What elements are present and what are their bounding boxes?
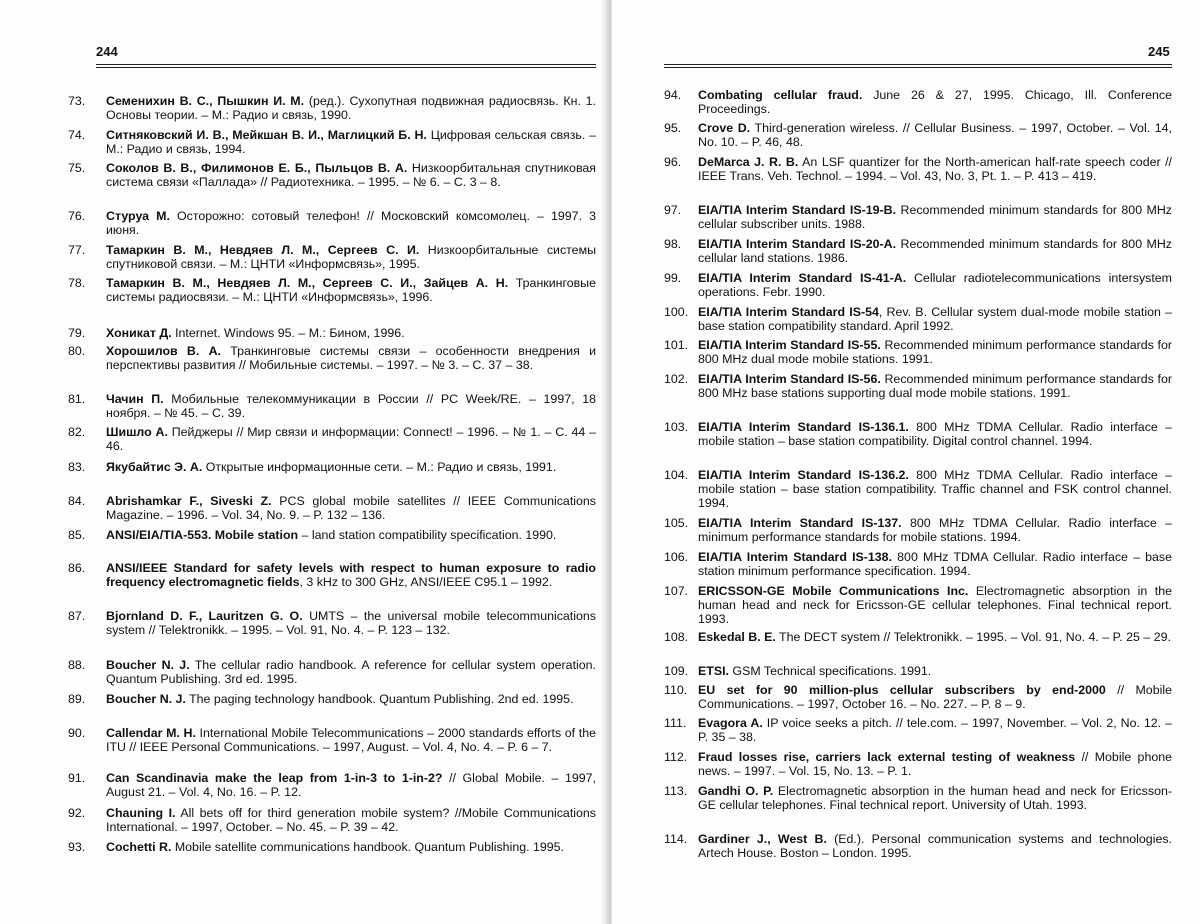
entry-details: PCS global mobile satellites // IEEE Communications Magazine. – 1996. – Vol. 34, No. 9. – P. 132 – 136. — [106, 494, 596, 522]
entry-details: Осторожно: сотовый телефон! // Московский комсомолец. – 1997. 3 июня. — [106, 209, 596, 237]
entry-number: 107. — [664, 584, 689, 598]
entry-number: 110. — [664, 683, 688, 697]
entry-author: EIA/TIA Interim Standard IS-54 — [698, 305, 879, 319]
entry-number: 114. — [664, 832, 688, 846]
left-header-rule — [96, 64, 596, 68]
entry-number: 76. — [68, 209, 86, 223]
entry-text — [698, 372, 1172, 400]
entry-text — [698, 630, 1172, 644]
bibliography-entry — [664, 784, 1172, 812]
bibliography-entry — [68, 128, 596, 156]
bibliography-entry — [68, 561, 596, 589]
bibliography-entry — [68, 161, 596, 189]
entry-author: Combating cellular fraud. — [698, 88, 863, 102]
entry-number: 102. — [664, 372, 689, 386]
entry-number: 95. — [664, 121, 682, 135]
entry-details: 800 MHz TDMA Cellular. Radio interface – mobile station – base station compatibility. Digital control channel. 1994. — [698, 420, 1173, 448]
entry-author: EIA/TIA Interim Standard IS-137. — [698, 516, 902, 530]
bibliography-entry — [664, 683, 1172, 711]
entry-details: – land station compatibility specification. 1990. — [298, 528, 557, 542]
entry-number: 97. — [664, 203, 682, 217]
entry-text — [698, 716, 1172, 744]
entry-details: Recommended minimum performance standards for 800 MHz base stations supporting dual mode mobile stations. 1991. — [698, 372, 1173, 400]
entry-text — [106, 161, 596, 189]
entry-text — [698, 832, 1172, 860]
entry-details: 800 MHz TDMA Cellular. Radio interface – base station minimum performance specification. 1994. — [698, 550, 1172, 578]
entry-author: ETSI. — [698, 664, 729, 678]
bibliography-entry — [68, 460, 596, 474]
entry-details: The paging technology handbook. Quantum Publishing. 2nd ed. 1995. — [185, 692, 574, 706]
entry-author: Eskedal B. E. — [698, 630, 776, 644]
entry-text — [106, 209, 596, 237]
entry-text — [698, 271, 1172, 299]
entry-details: Транкинговые системы радиосвязи. – М.: ЦНТИ «Информсвязь», 1996. — [106, 276, 596, 304]
entry-number: 93. — [68, 840, 86, 854]
entry-text — [106, 344, 596, 372]
entry-author: Тамаркин В. М., Невдяев Л. М., Сергеев С. И. — [106, 243, 420, 257]
entry-author: Evagora A. — [698, 716, 763, 730]
entry-number: 78. — [68, 276, 86, 290]
entry-author: Bjornland D. F., Lauritzen G. O. — [106, 609, 303, 623]
entry-details: Electromagnetic absorption in the human head and neck for Ericsson-GE cellular telephones. Final technical report. 1993. — [698, 584, 1172, 626]
entry-text — [106, 528, 596, 542]
bibliography-entry — [664, 155, 1172, 183]
entry-number: 82. — [68, 425, 86, 439]
entry-author: Семенихин В. С., Пышкин И. М. — [106, 94, 305, 108]
bibliography-entry — [68, 726, 596, 754]
bibliography-entry — [664, 516, 1172, 544]
entry-number: 111. — [664, 716, 687, 730]
entry-number: 104. — [664, 468, 689, 482]
bibliography-entry — [664, 664, 1172, 678]
entry-details: UMTS – the universal mobile telecommunications system // Telektronikk. – 1995. – Vol. 91, No. 4. – P. 123 – 132. — [106, 609, 596, 637]
entry-details: Mobile satellite communications handbook. Quantum Publishing. 1995. — [171, 840, 565, 854]
entry-author: EIA/TIA Interim Standard IS-41-A. — [698, 271, 907, 285]
entry-details: Third-generation wireless. // Cellular Business. – 1997, October. – Vol. 14, No. 10. – P. 46, 48. — [698, 121, 1172, 149]
bibliography-entry — [664, 88, 1172, 116]
entry-text — [106, 94, 596, 122]
entry-author: Хорошилов В. А. — [106, 344, 221, 358]
entry-details: Низкоорбитальные системы спутниковой связи. – М.: ЦНТИ «Информсвязь», 1995. — [106, 243, 596, 271]
bibliography-entry — [664, 550, 1172, 578]
entry-details: // Mobile phone news. – 1997. – Vol. 15, No. 13. – P. 1. — [698, 750, 1173, 778]
entry-details: // Global Mobile. – 1997, August 21. – Vol. 4, No. 16. – P. 12. — [106, 771, 596, 799]
bibliography-entry — [68, 94, 596, 122]
entry-number: 113. — [664, 784, 688, 798]
bibliography-entry — [664, 716, 1172, 744]
entry-number: 90. — [68, 726, 86, 740]
entry-author: EIA/TIA Interim Standard IS-20-A. — [698, 237, 897, 251]
entry-author: Callendar M. H. — [106, 726, 196, 740]
entry-author: EIA/TIA Interim Standard IS-55. — [698, 338, 881, 352]
entry-details: Recommended minimum standards for 800 MHz cellular land stations. 1986. — [698, 237, 1172, 265]
bibliography-entry — [68, 276, 596, 304]
entry-number: 84. — [68, 494, 86, 508]
entry-text — [698, 121, 1172, 149]
bibliography-entry — [68, 840, 596, 854]
entry-text — [698, 584, 1172, 626]
entry-details: Низкоорбитальная спутниковая система связи «Паллада» // Радиотехника. – 1995. – № 6. – С. 3 – 8. — [106, 161, 596, 189]
bibliography-entry — [664, 305, 1172, 333]
bibliography-entry — [68, 771, 596, 799]
bibliography-entry — [68, 494, 596, 522]
entry-text — [106, 726, 596, 754]
entry-author: Cochetti R. — [106, 840, 172, 854]
entry-author: Gandhi O. P. — [698, 784, 774, 798]
entry-number: 108. — [664, 630, 689, 644]
entry-text — [698, 683, 1172, 711]
entry-author: Crove D. — [698, 121, 751, 135]
entry-author: Chauning I. — [106, 806, 176, 820]
entry-details: Открытые информационные сети. – М.: Радио и связь, 1991. — [202, 460, 557, 474]
entry-author: Gardiner J., West B. — [698, 832, 827, 846]
entry-details: GSM Technical specifications. 1991. — [728, 664, 932, 678]
bibliography-entry — [664, 237, 1172, 265]
entry-author: EIA/TIA Interim Standard IS-56. — [698, 372, 881, 386]
entry-details: Recommended minimum standards for 800 MHz cellular subscriber units. 1988. — [698, 203, 1172, 231]
bibliography-entry — [68, 692, 596, 706]
entry-author: Can Scandinavia make the leap from 1-in-3 to 1-in-2? — [106, 771, 443, 785]
entry-number: 85. — [68, 528, 86, 542]
right-page — [612, 0, 1200, 924]
bibliography-entry — [664, 832, 1172, 860]
bibliography-entry — [68, 658, 596, 686]
bibliography-entry — [664, 468, 1172, 510]
entry-number: 79. — [68, 326, 86, 340]
entry-details: An LSF quantizer for the North-american half-rate speech coder // IEEE Trans. Veh. Technol. – 1994. – Vol. 43, No. 3, Pt. 1. – P. 413 – 419. — [698, 155, 1173, 183]
entry-details: The DECT system // Telektronikk. – 1995. – Vol. 91, No. 4. – P. 25 – 29. — [775, 630, 1171, 644]
entry-text — [106, 425, 596, 453]
entry-text — [106, 771, 596, 799]
entry-number: 92. — [68, 806, 86, 820]
entry-text — [106, 806, 596, 834]
entry-text — [106, 460, 596, 474]
entry-details: All bets off for third generation mobile system? //Mobile Communications International. – 1997, October. – No. 45. – P. 39 – 42. — [106, 806, 596, 834]
entry-number: 80. — [68, 344, 86, 358]
entry-details: Транкинговые системы связи – особенности внедрения и перспективы развития // Мобильные системы. – 1997. – № 3. – С. 37 – 38. — [106, 344, 596, 372]
entry-author: Чачин П. — [106, 392, 164, 406]
entry-details: , Rev. B. Cellular system dual-mode mobile station – base station compatibility standard. April 1992. — [698, 305, 1172, 333]
entry-details: International Mobile Telecommunications – 2000 standards efforts of the ITU // IEEE Personal Communications. – 1997, August. – Vol. 4, No. 4. – P. 6 – 7. — [106, 726, 596, 754]
entry-number: 77. — [68, 243, 86, 257]
right-header-rule — [664, 64, 1172, 68]
entry-text — [106, 128, 596, 156]
bibliography-entry — [664, 584, 1172, 626]
bibliography-entry — [68, 392, 596, 420]
entry-text — [106, 692, 596, 706]
entry-number: 106. — [664, 550, 689, 564]
entry-author: Соколов В. В., Филимонов Е. Б., Пыльцов В. А. — [106, 161, 408, 175]
entry-author: Шишло А. — [106, 425, 168, 439]
entry-author: Boucher N. J. — [106, 692, 186, 706]
entry-text — [106, 326, 596, 340]
entry-author: Ситняковский И. В., Мейкшан В. И., Маглицкий Б. Н. — [106, 128, 427, 142]
bibliography-entry — [68, 528, 596, 542]
entry-author: Abrishamkar F., Siveski Z. — [106, 494, 272, 508]
entry-details: (Ed.). Personal communication systems and technologies. Artech House. Boston – London. 1995. — [698, 832, 1172, 860]
bibliography-entry — [664, 420, 1172, 448]
entry-number: 98. — [664, 237, 682, 251]
bibliography-entry — [664, 750, 1172, 778]
entry-number: 100. — [664, 305, 689, 319]
entry-author: ANSI/IEEE Standard for safety levels with respect to human exposure to radio frequency electromagnetic fields — [106, 561, 596, 589]
bibliography-entry — [68, 344, 596, 372]
entry-text — [106, 243, 596, 271]
entry-text — [106, 276, 596, 304]
entry-details: Мобильные телекоммуникации в России // PC Week/RE. – 1997, 18 ноября. – № 45. – С. 39. — [106, 392, 596, 420]
entry-text — [106, 658, 596, 686]
bibliography-entry — [664, 338, 1172, 366]
entry-text — [106, 392, 596, 420]
entry-number: 88. — [68, 658, 86, 672]
entry-number: 96. — [664, 155, 682, 169]
entry-details: (ред.). Сухопутная подвижная радиосвязь. Кн. 1. Основы теории. – М.: Радио и связь, 1990. — [106, 94, 596, 122]
entry-number: 74. — [68, 128, 86, 142]
entry-text — [698, 468, 1172, 510]
entry-number: 86. — [68, 561, 86, 575]
entry-details: , 3 kHz to 300 GHz, ANSI/IEEE C95.1 – 1992. — [299, 575, 553, 589]
entry-author: Fraud losses rise, carriers lack external testing of weakness — [698, 750, 1076, 764]
bibliography-entry — [664, 121, 1172, 149]
entry-number: 81. — [68, 392, 86, 406]
entry-number: 101. — [664, 338, 689, 352]
entry-number: 112. — [664, 750, 688, 764]
entry-details: Electromagnetic absorption in the human head and neck for Ericsson-GE cellular telephones. Final technical report. University of Utah. 1993. — [698, 784, 1172, 812]
entry-details: IP voice seeks a pitch. // tele.com. – 1997, November. – Vol. 2, No. 12. – P. 35 – 38. — [698, 716, 1172, 744]
entry-text — [698, 237, 1172, 265]
entry-details: Цифровая сельская связь. – М.: Радио и связь, 1994. — [106, 128, 596, 156]
entry-text — [698, 750, 1172, 778]
right-page-number: 245 — [1148, 44, 1170, 59]
entry-author: EIA/TIA Interim Standard IS-19-B. — [698, 203, 897, 217]
entry-author: Хоникат Д. — [106, 326, 172, 340]
entry-text — [106, 494, 596, 522]
entry-number: 89. — [68, 692, 86, 706]
entry-author: EIA/TIA Interim Standard IS-136.2. — [698, 468, 909, 482]
entry-text — [106, 840, 596, 854]
entry-text — [106, 561, 596, 589]
entry-text — [698, 203, 1172, 231]
entry-number: 83. — [68, 460, 86, 474]
entry-author: Boucher N. J. — [106, 658, 190, 672]
bibliography-entry — [68, 425, 596, 453]
entry-details: // Mobile Communications. – 1997, October 16. – No. 227. – P. 8 – 9. — [698, 683, 1172, 711]
entry-text — [698, 784, 1172, 812]
entry-number: 94. — [664, 88, 682, 102]
bibliography-entry — [68, 209, 596, 237]
entry-author: DeMarca J. R. B. — [698, 155, 799, 169]
entry-author: ANSI/EIA/TIA-553. Mobile station — [106, 528, 299, 542]
entry-text — [698, 88, 1172, 116]
entry-number: 75. — [68, 161, 86, 175]
entry-text — [698, 338, 1172, 366]
entry-text — [698, 516, 1172, 544]
entry-number: 103. — [664, 420, 689, 434]
entry-text — [106, 609, 596, 637]
bibliography-entry — [664, 203, 1172, 231]
entry-details: Internet. Windows 95. – М.: Бином, 1996. — [171, 326, 405, 340]
entry-details: 800 MHz TDMA Cellular. Radio interface – minimum performance standards for mobile stations. 1994. — [698, 516, 1172, 544]
entry-number: 99. — [664, 271, 682, 285]
entry-author: EIA/TIA Interim Standard IS-136.1. — [698, 420, 909, 434]
bibliography-entry — [664, 372, 1172, 400]
entry-details: June 26 & 27, 1995. Chicago, Ill. Conference Proceedings. — [698, 88, 1172, 116]
entry-details: Recommended minimum performance standards for 800 MHz dual mode mobile stations. 1991. — [698, 338, 1173, 366]
entry-number: 109. — [664, 664, 689, 678]
bibliography-entry — [664, 271, 1172, 299]
bibliography-entry — [68, 326, 596, 340]
entry-author: EU set for 90 million-plus cellular subscribers by end-2000 — [698, 683, 1106, 697]
bibliography-entry — [68, 609, 596, 637]
entry-number: 87. — [68, 609, 86, 623]
entry-author: Якубайтис Э. А. — [106, 460, 203, 474]
bibliography-entry — [664, 630, 1172, 644]
entry-number: 73. — [68, 94, 86, 108]
entry-details: The cellular radio handbook. A reference for cellular system operation. Quantum Publishing. 3rd ed. 1995. — [106, 658, 596, 686]
entry-details: 800 MHz TDMA Cellular. Radio interface – mobile station – base station compatibility. Traffic channel and FSK control channel. 1994. — [698, 468, 1173, 510]
entry-text — [698, 664, 1172, 678]
entry-text — [698, 155, 1172, 183]
left-page-number: 244 — [96, 44, 118, 59]
bibliography-entry — [68, 243, 596, 271]
entry-author: Тамаркин В. М., Невдяев Л. М., Сергеев С. И., Зайцев А. Н. — [106, 276, 509, 290]
entry-author: EIA/TIA Interim Standard IS-138. — [698, 550, 893, 564]
entry-text — [698, 420, 1172, 448]
entry-number: 91. — [68, 771, 86, 785]
bibliography-entry — [68, 806, 596, 834]
entry-number: 105. — [664, 516, 689, 530]
entry-details: Пейджеры // Мир связи и информации: Connect! – 1996. – № 1. – С. 44 – 46. — [106, 425, 596, 453]
entry-details: Cellular radiotelecommunications intersystem operations. Febr. 1990. — [698, 271, 1172, 299]
entry-author: Стуруа М. — [106, 209, 170, 223]
entry-text — [698, 550, 1172, 578]
entry-text — [698, 305, 1172, 333]
entry-author: ERICSSON-GE Mobile Communications Inc. — [698, 584, 969, 598]
